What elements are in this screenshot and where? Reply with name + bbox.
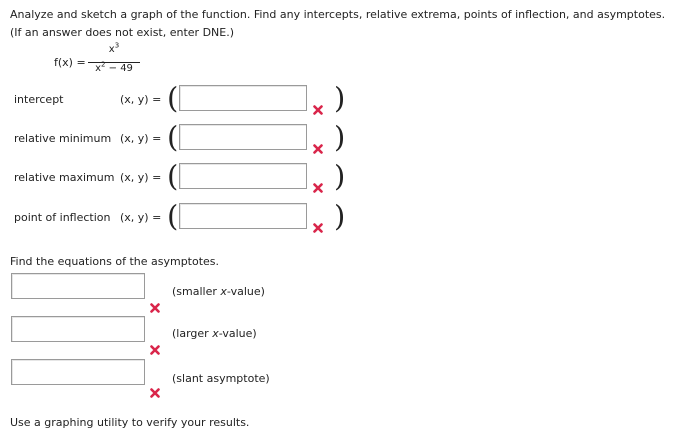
point-of-inflection-coord-label: (x, y) = bbox=[120, 211, 162, 224]
larger-x-asymptote-input[interactable] bbox=[11, 316, 145, 342]
intercept-input[interactable] bbox=[179, 85, 307, 111]
asymptotes-title: Find the equations of the asymptotes. bbox=[10, 255, 220, 268]
smaller-x-asymptote-input[interactable] bbox=[11, 273, 145, 299]
close-paren: ) bbox=[334, 81, 346, 115]
open-paren: ( bbox=[167, 199, 179, 233]
close-paren: ) bbox=[334, 120, 346, 154]
intercept-label: intercept bbox=[14, 93, 64, 106]
fraction-numerator: $x^3$ bbox=[108, 41, 120, 55]
x-mark-icon bbox=[150, 345, 160, 355]
question-prompt: Analyze and sketch a graph of the function. Find any intercepts, relative extrema, points of inflection, and asymptotes. (If an answer does not exist, enter DNE.) bbox=[10, 8, 666, 39]
smaller-x-value-label: (smaller x-value) bbox=[172, 285, 265, 298]
relative-maximum-input[interactable] bbox=[179, 163, 307, 189]
point-of-inflection-input[interactable] bbox=[179, 203, 307, 229]
function-lhs: f(x) = bbox=[54, 56, 86, 69]
relative-minimum-input[interactable] bbox=[179, 124, 307, 150]
x-mark-icon bbox=[313, 223, 323, 233]
relative-minimum-label: relative minimum bbox=[14, 132, 112, 145]
slant-asymptote-label: (slant asymptote) bbox=[172, 372, 270, 385]
x-mark-icon bbox=[313, 183, 323, 193]
open-paren: ( bbox=[167, 81, 179, 115]
slant-asymptote-input[interactable] bbox=[11, 359, 145, 385]
x-mark-icon bbox=[150, 303, 160, 313]
relative-maximum-coord-label: (x, y) = bbox=[120, 171, 162, 184]
relative-minimum-coord-label: (x, y) = bbox=[120, 132, 162, 145]
x-mark-icon bbox=[313, 105, 323, 115]
open-paren: ( bbox=[167, 159, 179, 193]
larger-x-value-label: (larger x-value) bbox=[172, 327, 257, 340]
x-mark-icon bbox=[313, 144, 323, 154]
fraction-denominator: $x^2 - 49$ bbox=[95, 60, 133, 74]
function-definition bbox=[54, 41, 154, 78]
open-paren: ( bbox=[167, 120, 179, 154]
relative-maximum-label: relative maximum bbox=[14, 171, 115, 184]
intercept-coord-label: (x, y) = bbox=[120, 93, 162, 106]
point-of-inflection-label: point of inflection bbox=[14, 211, 111, 224]
close-paren: ) bbox=[334, 199, 346, 233]
x-mark-icon bbox=[150, 388, 160, 398]
close-paren: ) bbox=[334, 159, 346, 193]
footer-note: Use a graphing utility to verify your results. bbox=[10, 416, 250, 429]
